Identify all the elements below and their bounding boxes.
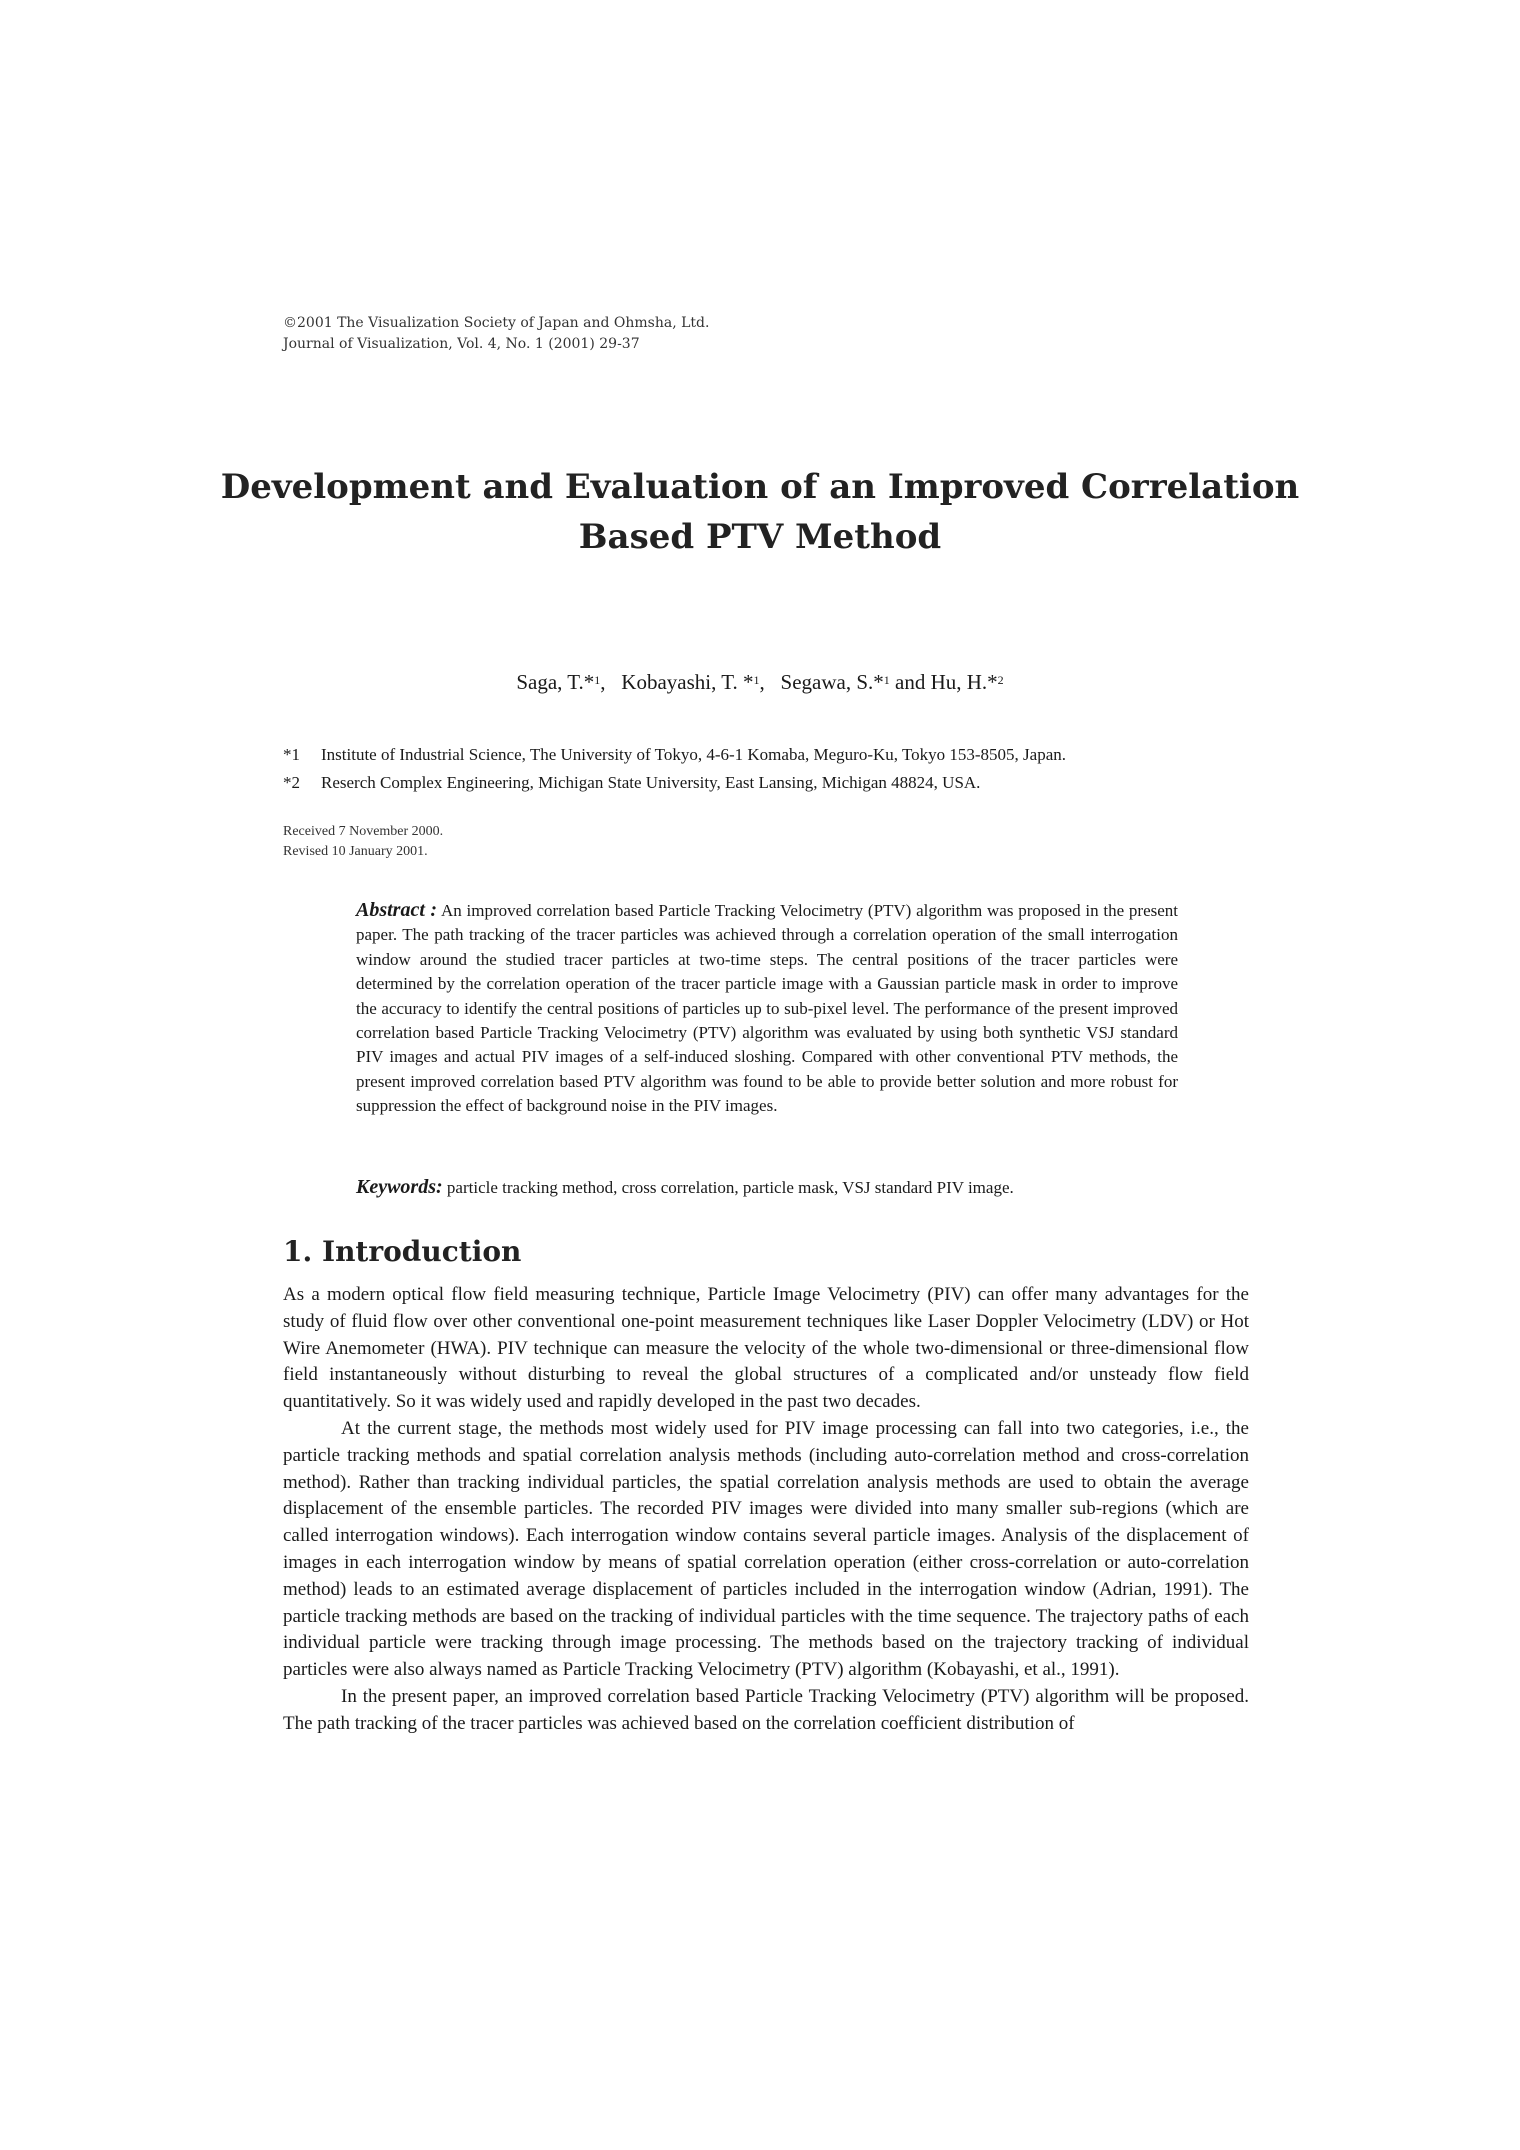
title-line-2: Based PTV Method xyxy=(578,517,942,557)
author-segawa xyxy=(781,670,890,694)
author-kobayashi xyxy=(621,670,759,694)
introduction-body xyxy=(283,1282,1249,1738)
author-list: Saga, T.*$^1$, Kobayashi, T. *$^1$, Segawa, S.*$^1$ and Hu, H.*$^2$ xyxy=(516,670,1004,694)
keywords-label: Keywords: xyxy=(356,1176,443,1198)
paper-title xyxy=(200,462,1320,562)
author-name: and Hu, H.* xyxy=(895,670,998,694)
author-hu xyxy=(895,670,1004,694)
author-name: Saga, T.* xyxy=(516,670,595,694)
journal-citation: Journal of Visualization, Vol. 4, No. 1 (2001) 29-37 xyxy=(283,336,640,352)
received-date: Received 7 November 2000. xyxy=(283,824,444,839)
body-paragraph: As a modern optical flow field measuring technique, Particle Image Velocimetry (PIV) can offer many advantages for the study of fluid flow over other conventional one-point measurement techniques like Laser Doppler Velocimetry (LDV) or Hot Wire Anemometer (HWA). PIV technique can measure the velocity of the whole two-dimensional or three-dimensional flow field instantaneously without disturbing to reveal the global structures of a complicated and/or unsteady flow field quantitatively. So it was widely used and rapidly developed in the past two decades. xyxy=(283,1284,1249,1413)
abstract xyxy=(356,898,1178,1119)
author-saga xyxy=(516,670,600,694)
body-paragraph: At the current stage, the methods most widely used for PIV image processing can fall into two categories, i.e., the particle tracking methods and spatial correlation analysis methods (including auto-correlation method and cross-correlation method). Rather than tracking individual particles, the spatial correlation analysis methods are used to obtain the average displacement of the ensemble particles. The recorded PIV images were divided into many smaller sub-regions (which are called interrogation windows). Each interrogation window contains several particle images. Analysis of the displacement of images in each interrogation window by means of spatial correlation operation (either cross-correlation or auto-correlation method) leads to an estimated average displacement of particles included in the interrogation window (Adrian, 1991). The particle tracking methods are based on the tracking of individual particles with the time sequence. The trajectory paths of each individual particle were tracking through image processing. The methods based on the trajectory tracking of individual particles were also always named as Particle Tracking Velocimetry (PTV) algorithm (Kobayashi, et al., 1991). xyxy=(283,1417,1249,1681)
affiliation-mark: *1 xyxy=(283,745,300,764)
affiliation-marker: 1 xyxy=(753,673,760,687)
affiliation-text: Reserch Complex Engineering, Michigan State University, East Lansing, Michigan 48824, USA. xyxy=(321,773,981,792)
affiliation-marker: 1 xyxy=(883,673,890,687)
abstract-text: An improved correlation based Particle Tracking Velocimetry (PTV) algorithm was proposed in the present paper. The path tracking of the tracer particles was achieved through a correlation operation of the small interrogation window around the studied tracer particles at two-time steps. The central positions of the tracer particles were determined by the correlation operation of the tracer particle image with a Gaussian particle mask in order to improve the accuracy to identify the central positions of particles up to sub-pixel level. The performance of the present improved correlation based Particle Tracking Velocimetry (PTV) algorithm was evaluated by using both synthetic VSJ standard PIV images and actual PIV images of a self-induced sloshing. Compared with other conventional PTV methods, the present improved correlation based PTV algorithm was found to be able to provide better solution and more robust for suppression the effect of background noise in the PIV images. xyxy=(356,901,1179,1116)
affiliation-text: Institute of Industrial Science, The University of Tokyo, 4-6-1 Komaba, Meguro-Ku, Tokyo 153-8505, Japan. xyxy=(321,745,1067,764)
copyright-line: ©2001 The Visualization Society of Japan and Ohmsha, Ltd. xyxy=(283,315,710,331)
abstract-label: Abstract : xyxy=(356,899,438,921)
affiliation-marker: 2 xyxy=(997,673,1004,687)
title-line-1: Development and Evaluation of an Improved Correlation xyxy=(220,467,1300,507)
author-name: Segawa, S.* xyxy=(780,670,884,694)
revised-date: Revised 10 January 2001. xyxy=(283,844,428,859)
affiliation-mark: *2 xyxy=(283,773,300,792)
body-paragraph: In the present paper, an improved correlation based Particle Tracking Velocimetry (PTV) algorithm will be proposed. The path tracking of the tracer particles was achieved based on the correlation coefficient distribution of xyxy=(283,1685,1249,1734)
keywords xyxy=(356,1175,1256,1200)
affiliation-2 xyxy=(283,771,980,795)
affiliation-marker: 1 xyxy=(594,673,601,687)
section-heading-introduction: 1. Introduction xyxy=(283,1235,522,1268)
keywords-text: particle tracking method, cross correlation, particle mask, VSJ standard PIV image. xyxy=(446,1178,1014,1197)
author-name: Kobayashi, T. * xyxy=(621,670,754,694)
affiliation-1 xyxy=(283,743,1066,767)
